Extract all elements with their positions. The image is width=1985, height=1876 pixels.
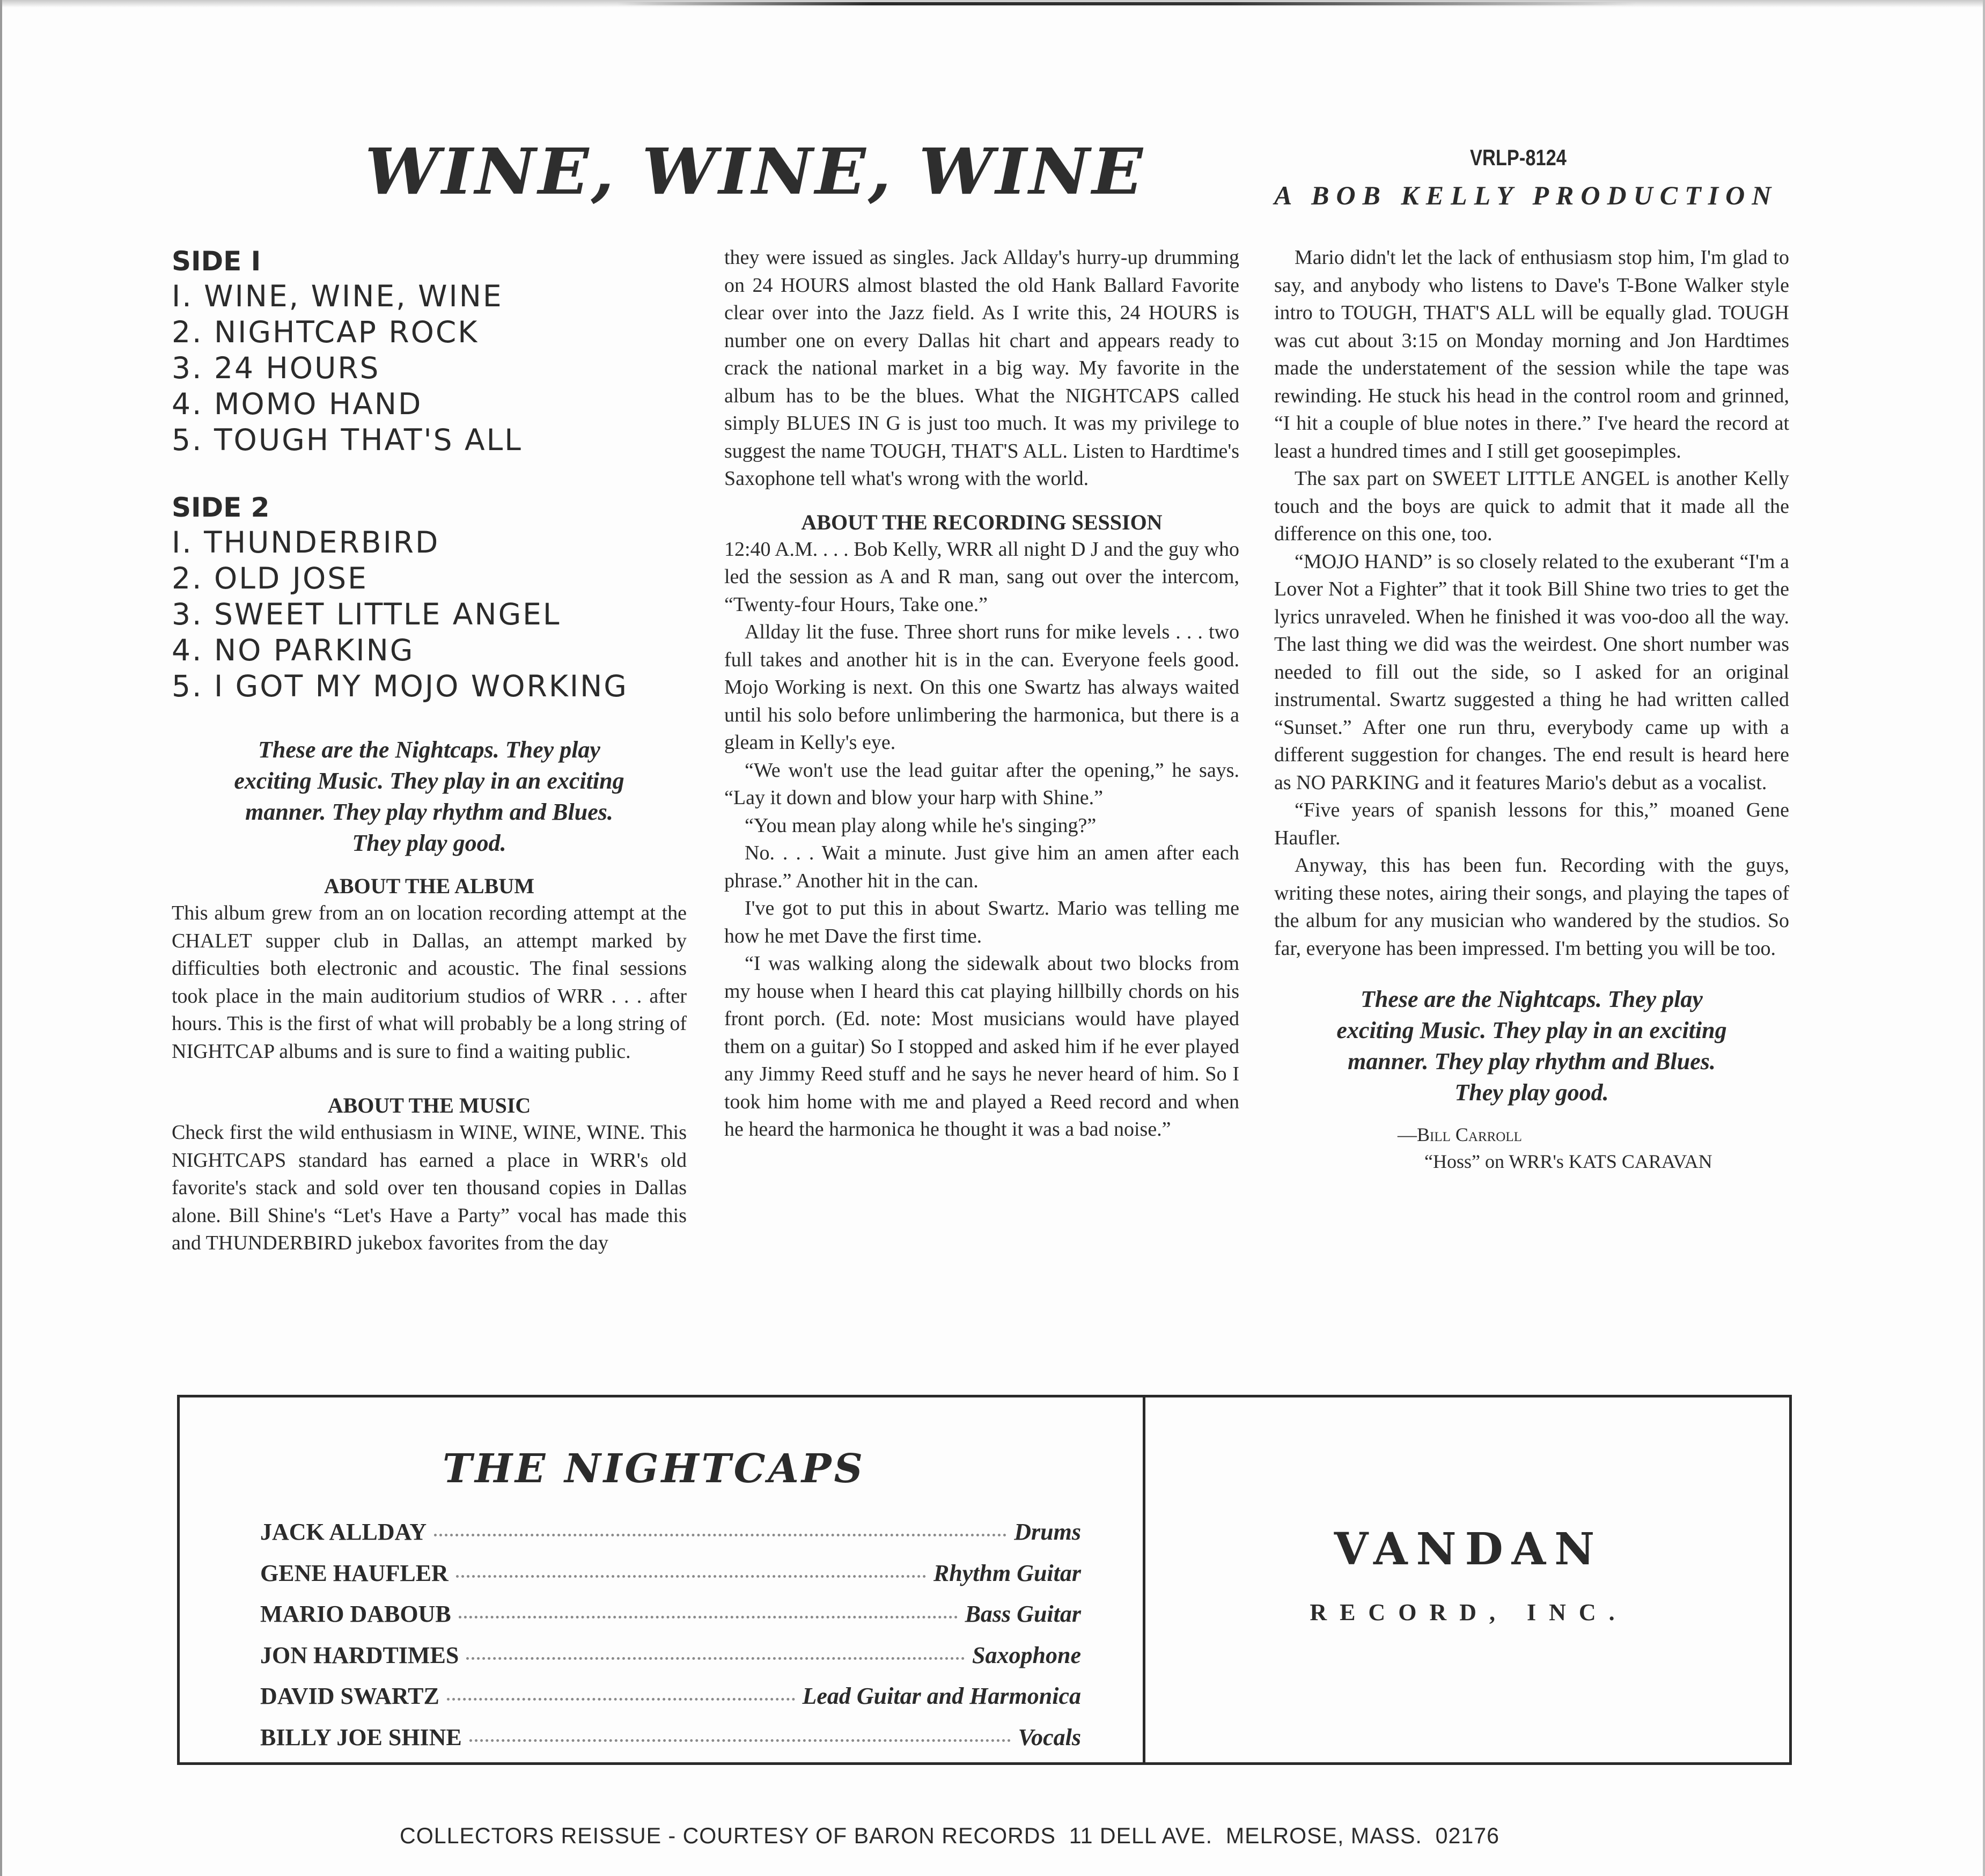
column-middle [724,244,1239,1144]
track-item: 3. SWEET LITTLE ANGEL [172,597,561,631]
track-item: 3. 24 HOURS [172,351,380,385]
session-paragraph: “Five years of spanish lessons for this,” moaned Gene Haufler. [1274,799,1789,849]
about-music-text: Check first the wild enthusiasm in WINE, WINE, WINE. This NIGHTCAPS standard has earned a place in WRR's old favorite's stack and sold over ten thousand copies in Dallas alone. Bill Shine's “Let's Have a Party” vocal has made this and THUNDERBIRD jukebox favorites from the day [172,1121,687,1254]
member-row: JON HARDTIMES Saxophone [260,1642,1081,1668]
band-title: THE NIGHTCAPS [443,1446,865,1492]
about-album-text: This album grew from an on location recording attempt at the CHALET supper club in Dallas, an attempt marked by difficulties both electronic and acoustic. The final sessions took place in the main auditorium studios of WRR . . . after hours. This is the first of what will probably be a long string of NIGHTCAP albums and is sure to find a waiting public. [172,902,687,1063]
session-paragraph: No. . . . Wait a minute. Just give him an amen after each phrase.” Another hit in the can. [724,842,1239,892]
dot-leader [456,1575,926,1578]
dot-leader [459,1616,958,1618]
slogan-repeat: These are the Nightcaps. They play exciting Music. They play in an exciting manner. They play rhythm and Blues. They play good. [1336,986,1727,1106]
track-item: 5. TOUGH THAT'S ALL [172,423,523,457]
production-credit: A BOB KELLY PRODUCTION [1274,180,1778,210]
track-item: 2. NIGHTCAP ROCK [172,315,479,349]
catalog-number: VRLP-8124 [1470,145,1567,170]
session-paragraph: “You mean play along while he's singing?” [745,814,1097,837]
about-session-heading: ABOUT THE RECORDING SESSION [801,510,1163,534]
track-item: I. THUNDERBIRD [172,525,440,560]
sleeve-shadow [617,2,1636,5]
band-members [260,1518,1081,1764]
about-music-heading: ABOUT THE MUSIC [327,1093,531,1117]
session-paragraph: The sax part on SWEET LITTLE ANGEL is another Kelly touch and the boys are quick to admit that it made all the difference on this one, too. [1274,467,1789,545]
track-item: 5. I GOT MY MOJO WORKING [172,669,628,703]
track-item: 4. MOMO HAND [172,387,423,421]
signature-name: —Bill Carroll [1398,1124,1522,1145]
sleeve-left-edge [0,0,2,1876]
member-row: JACK ALLDAY Drums [260,1519,1081,1545]
sleeve-right-edge [1983,0,1985,1876]
dot-leader [466,1657,965,1660]
session-paragraph: “MOJO HAND” is so closely related to the exuberant “I'm a Lover Not a Fighter” that it took Bill Shine two tries to get the lyrics unraveled. When he finished it was voo-doo all the way. The last thing we did was the weirdest. One short number was needed to fill out the side, so I asked for an original instrumental. Swartz suggested a thing he had written called “Sunset.” After one run thru, everybody came up with a different suggestion for changes. The end result is heard here as NO PARKING and it features Mario's debut as a vocalist. [1274,550,1789,794]
session-paragraph: 12:40 A.M. . . . Bob Kelly, WRR all night D J and the guy who led the session as A and R man, sang out over the intercom, “Twenty-four Hours, Take one.” [724,538,1239,616]
box-divider [1143,1397,1145,1762]
session-paragraph: Allday lit the fuse. Three short runs for mike levels . . . two full takes and another hit is in the can. Everyone feels good. Mojo Working is next. On this one Swartz has always waited until his solo before unlimbering the harmonica, but there is a gleam in Kelly's eye. [724,621,1239,754]
about-music-text-continued: they were issued as singles. Jack Allday's hurry-up drumming on 24 HOURS almost blasted the old Hank Ballard Favorite clear over into the Jazz field. As I write this, 24 HOURS is number one on every Dallas hit chart and appears ready to crack the national market in a big way. My favorite in the album has to be the blues. What the NIGHTCAPS called simply BLUES IN G is just too much. It was my privilege to suggest the name TOUGH, THAT'S ALL. Listen to Hardtime's Saxophone tell what's wrong with the world. [724,246,1239,490]
side-2-heading: SIDE 2 [172,492,270,523]
tracklist [172,244,687,704]
track-item: 4. NO PARKING [172,633,415,667]
track-item: 2. OLD JOSE [172,561,368,595]
member-row: GENE HAUFLER Rhythm Guitar [260,1559,1081,1586]
about-album-heading: ABOUT THE ALBUM [324,874,534,898]
session-paragraph: “I was walking along the sidewalk about two blocks from my house when I heard this cat playing hillbilly chords on his front porch. (Ed. note: Most musicians would have played them on a guitar) So I stopped and asked him if he ever played any Jimmy Reed stuff and he says he never heard of him. So I took him home with me and played a Reed record and when he heard the harmonica he thought it was a bad noise.” [724,952,1239,1141]
side-1-heading: SIDE I [172,246,261,277]
slogan: These are the Nightcaps. They play exciting Music. They play in an exciting manner. They play rhythm and Blues. They play good. [234,737,624,856]
session-paragraph: “We won't use the lead guitar after the opening,” he says. “Lay it down and blow your harp with Shine.” [724,759,1239,809]
label-name: VANDAN [1334,1524,1604,1575]
track-item: I. WINE, WINE, WINE [172,279,503,313]
label-subtitle: RECORD, INC. [1310,1599,1628,1625]
member-row: DAVID SWARTZ Lead Guitar and Harmonica [260,1683,1081,1709]
dot-leader [447,1698,795,1701]
session-paragraph: Mario didn't let the lack of enthusiasm stop him, I'm glad to say, and anybody who listens to Dave's T-Bone Walker style intro to TOUGH, THAT'S ALL will be equally glad. TOUGH was cut about 3:15 on Monday morning and Jon Hardtimes made the understatement of the session while the tape was rewinding. He stuck his head in the control room and grinned, “I hit a couple of blue notes in there.” I've heard the record at least a hundred times and I still get goosepimples. [1274,246,1789,462]
credits-box [177,1395,1792,1765]
session-paragraph: Anyway, this has been fun. Recording with the guys, writing these notes, airing their songs, and playing the tapes of the album for any musician who wandered by the studios. So far, everyone has been impressed. I'm betting you will be too. [1274,854,1789,960]
album-title: WINE, WINE, WINE [365,134,1145,209]
dot-leader [434,1534,1006,1536]
signature-title: “Hoss” on WRR's KATS CARAVAN [1424,1151,1712,1172]
member-row: BILLY JOE SHINE Vocals [260,1724,1081,1750]
member-row: MARIO DABOUB Bass Guitar [260,1601,1081,1627]
session-paragraph: I've got to put this in about Swartz. Mario was telling me how he met Dave the first time. [724,897,1239,947]
dot-leader [469,1739,1011,1742]
reissue-footer: COLLECTORS REISSUE - COURTESY OF BARON RECORDS 11 DELL AVE. MELROSE, MASS. 02176 [400,1823,1500,1848]
column-left [172,244,687,1257]
column-right [1274,244,1789,1175]
sleeve-top-edge [0,0,1985,8]
